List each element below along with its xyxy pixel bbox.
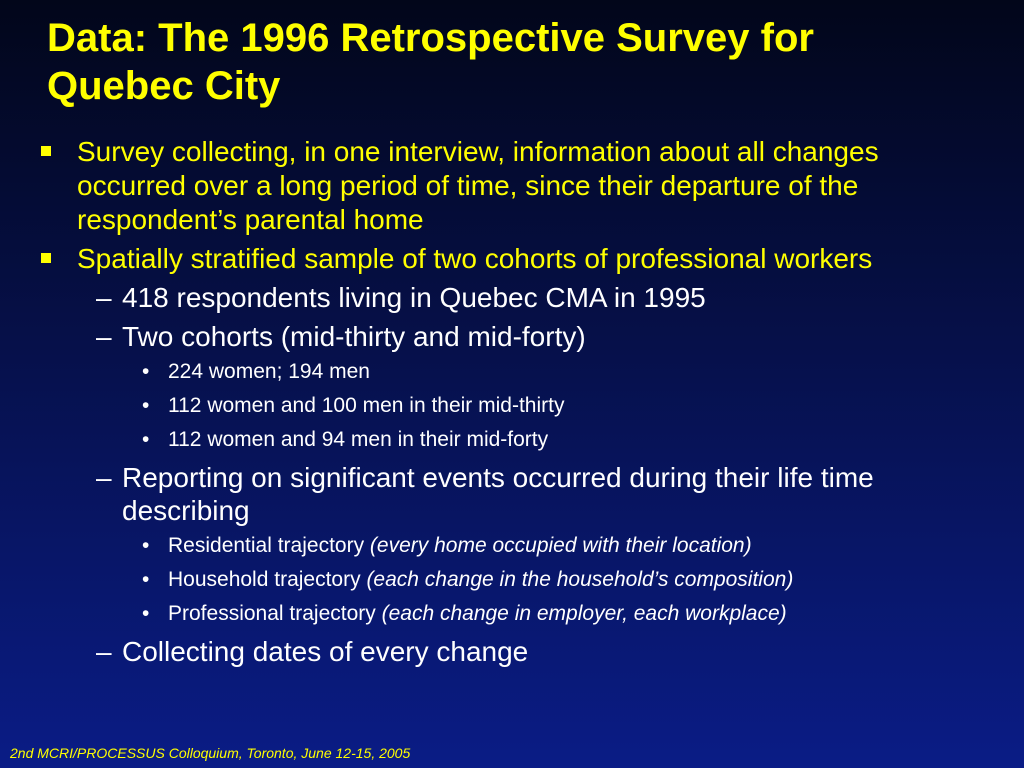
- slide-title: [47, 14, 1007, 110]
- trajectory-note: (each change in employer, each workplace): [381, 602, 787, 625]
- dot-bullet-icon: •: [142, 534, 150, 557]
- sub-bullet-dates-text: Collecting dates of every change: [122, 636, 529, 667]
- cohort-item-text: 224 women; 194 men: [168, 360, 370, 383]
- sub-bullet-respondents: [0, 281, 1024, 314]
- dash-bullet-icon: –: [96, 462, 112, 493]
- trajectory-note: (each change in the household’s composition): [366, 568, 794, 591]
- dot-bullet-icon: •: [142, 360, 150, 383]
- slide-body: [0, 135, 1024, 674]
- slide-footer: 2nd MCRI/PROCESSUS Colloquium, Toronto, June 12-15, 2005: [10, 745, 411, 761]
- cohort-item: [0, 427, 1024, 453]
- dot-bullet-icon: •: [142, 394, 150, 417]
- cohort-item: [0, 359, 1024, 385]
- dot-bullet-icon: •: [142, 602, 150, 625]
- bullet-survey: [0, 135, 1024, 237]
- trajectory-label: Household trajectory: [168, 568, 367, 591]
- dash-bullet-icon: –: [96, 321, 112, 352]
- dash-bullet-icon: –: [96, 636, 112, 667]
- dash-bullet-icon: –: [96, 282, 112, 313]
- sub-bullet-dates: [0, 635, 1024, 668]
- slide-title-line-1: Data: The 1996 Retrospective Survey for: [47, 16, 814, 60]
- sub-bullet-respondents-text: 418 respondents living in Quebec CMA in 1995: [122, 282, 706, 313]
- slide-title-line-2: Quebec City: [47, 64, 281, 108]
- bullet-sample-text: Spatially stratified sample of two cohorts of professional workers: [77, 243, 873, 274]
- cohort-item-text: 112 women and 100 men in their mid-thirty: [168, 394, 565, 417]
- sub-bullet-cohorts: [0, 320, 1024, 353]
- trajectory-label: Residential trajectory: [168, 534, 370, 557]
- sub-bullet-cohorts-text: Two cohorts (mid-thirty and mid-forty): [122, 321, 586, 352]
- square-bullet-icon: [41, 146, 51, 156]
- dot-bullet-icon: •: [142, 568, 150, 591]
- dot-bullet-icon: •: [142, 428, 150, 451]
- bullet-sample: [0, 242, 1024, 276]
- cohort-item: [0, 393, 1024, 419]
- sub-bullet-reporting: [0, 461, 1024, 527]
- cohort-item-text: 112 women and 94 men in their mid-forty: [168, 428, 549, 451]
- trajectory-note: (every home occupied with their location): [369, 534, 752, 557]
- sub-bullet-reporting-text: Reporting on significant events occurred during their life time describing: [122, 462, 874, 526]
- bullet-survey-text: Survey collecting, in one interview, information about all changes occurred over a long period of time, since their departure of the respondent’s parental home: [77, 136, 879, 235]
- trajectory-label: Professional trajectory: [168, 602, 382, 625]
- square-bullet-icon: [41, 253, 51, 263]
- trajectory-item: [0, 567, 1024, 593]
- trajectory-item: [0, 533, 1024, 559]
- trajectory-item: [0, 601, 1024, 627]
